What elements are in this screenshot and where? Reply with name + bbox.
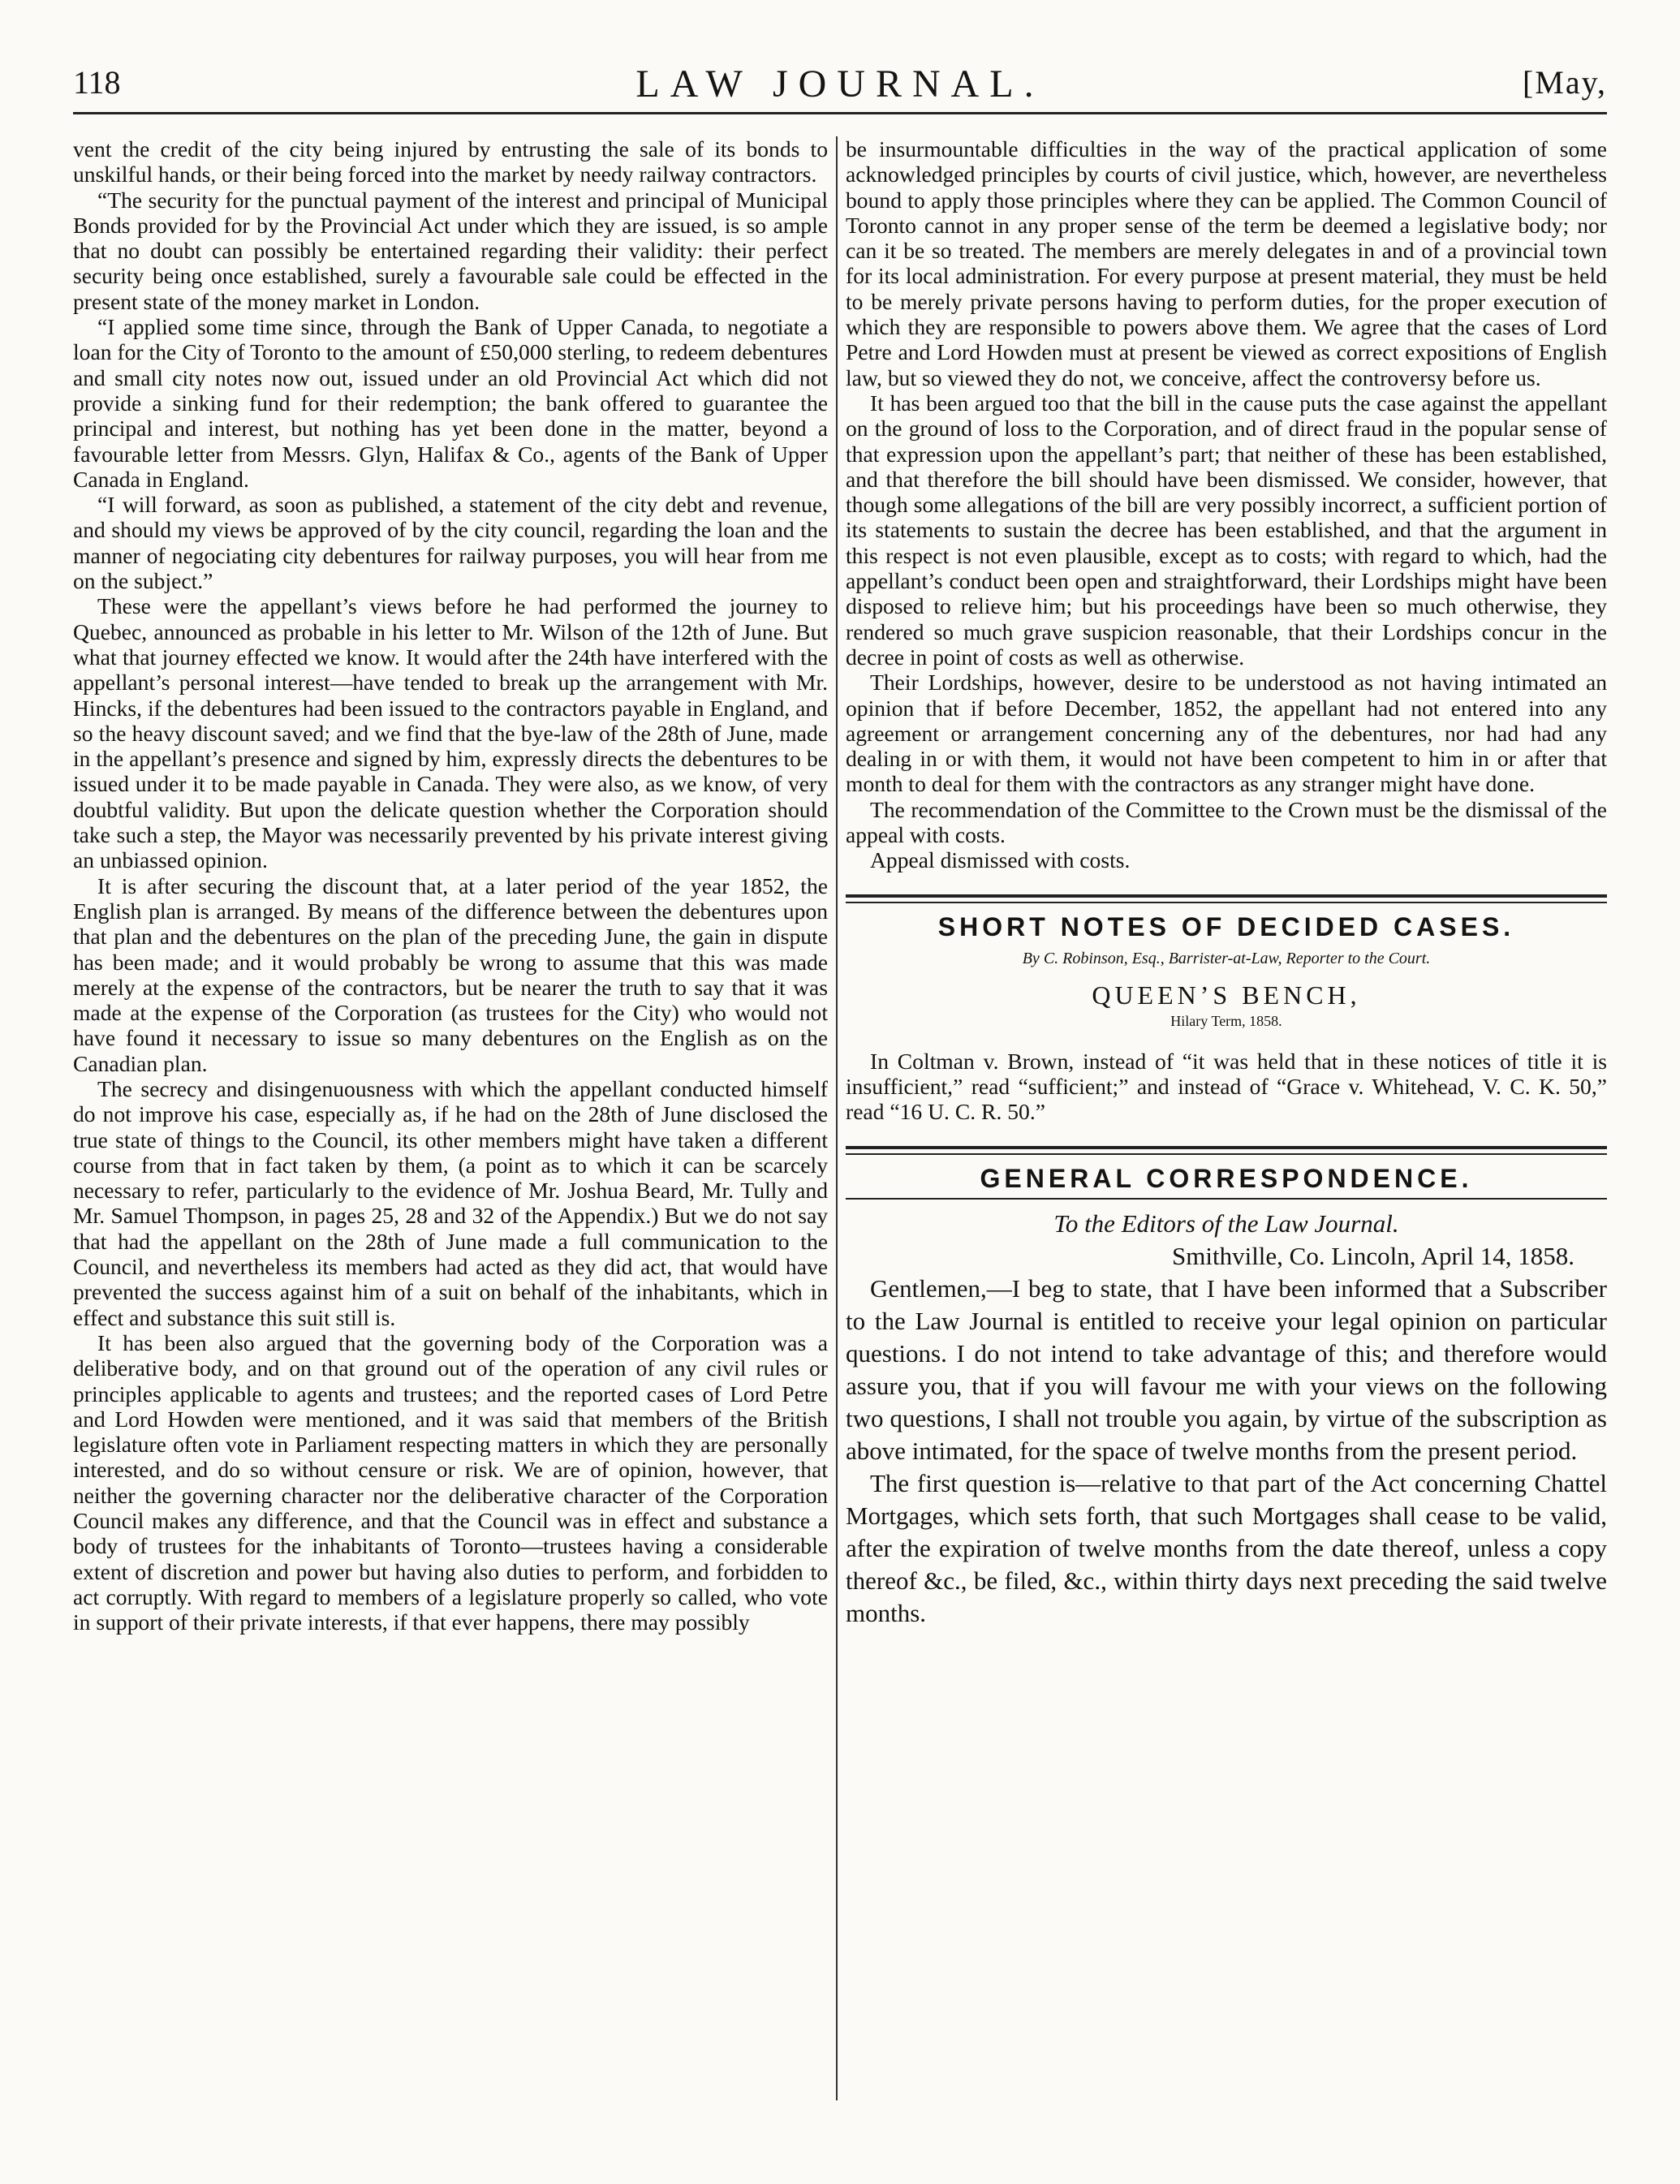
paragraph: Appeal dismissed with costs. — [870, 847, 1131, 873]
paragraph: It is after securing the discount that, at a later period of the year 1852, the English plan is arranged. By means of the difference between the debentures upon that plan and the debentures on the plan of the preceding June, the gain in dispute has been made; and it would probably be wrong to assume that this was made merely at the expense of the contractors, but be nearer the truth to say that it was made at the expense of the Corporation (as trustees for the City) who would not have found it necessary to issue so many debentures on the English as on the Canadian plan. — [73, 872, 828, 1076]
section-rule — [846, 1146, 1607, 1155]
section-rule — [846, 894, 1607, 903]
letter-address: To the Editors of the Law Journal. — [1053, 1208, 1399, 1238]
paragraph: It has been argued too that the bill in the cause puts the case against the appellant on the ground of loss to the Corporation, and of direct fraud in the popular sense of that expression upon the appellant’s part; that neither of these has been established, and that therefore the bill should have been dismissed. We consider, however, that though some allegations of the bill are very possibly incorrect, a sufficient portion of its statements to sustain the decree has been established, and that the argument in this respect is not even plausible, except as to costs; with regard to which, had the appellant’s conduct been open and straightforward, their Lordships might have been disposed to relieve him; but his proceedings have been so much otherwise, they rendered so much grave suspicion reasonable, that their Lordships concur in the decree in point of costs as well as otherwise. — [846, 390, 1607, 670]
right-column — [846, 136, 1607, 1630]
letter-paragraph: Gentlemen,—I beg to state, that I have been informed that a Subscriber to the Law Journal is entitled to receive your legal opinion on particular questions. I do not intend to take advantage of this; and therefore would assure you, that if you will favour me with your views on the following two questions, I shall not trouble you again, by virtue of the subscription as above intimated, for the space of twelve months from the present period. — [846, 1273, 1607, 1465]
page-number: 118 — [73, 64, 121, 101]
column-divider — [836, 136, 838, 2100]
court-term: Hilary Term, 1858. — [1170, 1012, 1282, 1029]
case-note: In Coltman v. Brown, instead of “it was held that in these notices of title it is insufficient,” read “sufficient;” and instead of “Grace v. Whitehead, V. C. K. 50,” read “16 U. C. R. 50.” — [846, 1048, 1607, 1125]
paragraph: be insurmountable difficulties in the way of the practical application of some acknowledged principles by courts of civil justice, which, however, are nevertheless bound to apply those principles where they can be applied. The Common Council of Toronto cannot in any proper sense of the term be deemed a legislative body; nor can it be so treated. The members are merely delegates in and of a provincial town for its local administration. For every purpose at present material, they must be held to be merely private persons having to perform duties, for the proper execution of which they are responsible to powers above them. We agree that the cases of Lord Petre and Lord Howden must at present be viewed as correct expositions of English law, but so viewed they do not, we conceive, affect the controversy before us. — [846, 136, 1607, 390]
page-header — [73, 63, 1607, 114]
court-name: QUEEN’S BENCH, — [1092, 980, 1361, 1010]
paragraph: “I will forward, as soon as published, a statement of the city debt and revenue, and should my views be approved of by the city council, regarding the loan and the manner of negociating city debentures for railway purposes, you will hear from me on the subject.” — [73, 492, 828, 594]
letter-place-date: Smithville, Co. Lincoln, April 14, 1858. — [1172, 1241, 1574, 1270]
paragraph: These were the appellant’s views before he had performed the journey to Quebec, announced as probable in his letter to Mr. Wilson of the 12th of June. But what that journey effected we know. It would after the 24th have interfered with the appellant’s personal interest—have tended to break up the arrangement with Mr. Hincks, if the debentures had been issued to the contractors payable in England, and so the heavy discount saved; and we find that the bye-law of the 28th of June, made in the appellant’s presence and signed by him, expressly directs the debentures to be issued under it to be made payable in Canada. They were also, as we know, of very doubtful validity. But upon the delicate question whether the Corporation should take such a step, the Mayor was necessarily prevented by his private interest giving an unbiassed opinion. — [73, 593, 828, 873]
paragraph: vent the credit of the city being injured by entrusting the sale of its bonds to unskilful hands, or their being forced into the market by needy railway contractors. — [73, 136, 828, 187]
paragraph: It has been also argued that the governing body of the Corporation was a deliberative body, and on that ground out of the operation of any civil rules or principles applicable to agents and trustees; and the reported cases of Lord Petre and Lord Howden were mentioned, and it was said that members of the British legislature often vote in Parliament respecting matters in which they are personally interested, and do so without censure or risk. We are of opinion, however, that neither the governing character nor the deliberative character of the Corporation Council makes any difference, and that the Council was in effect and substance a body of trustees for the inhabitants of Toronto—trustees having a considerable extent of discretion and power but having also duties to perform, and forbidden to act corruptly. With regard to members of a legislature properly so called, who vote in support of their private interests, if that ever happens, there may possibly — [73, 1329, 828, 1635]
correspondence-letter — [846, 1208, 1607, 1630]
short-notes-heading: SHORT NOTES OF DECIDED CASES. — [937, 911, 1515, 941]
issue-month: [May, — [1522, 64, 1607, 101]
paragraph: “The security for the punctual payment of the interest and principal of Municipal Bonds provided for by the Provincial Act under which they are issued, is so ample that no doubt can possibly be entertained regarding their validity: their perfect security being once established, surely a favourable sale could be effected in the present state of the money market in London. — [73, 187, 828, 314]
journal-title: LAW JOURNAL. — [635, 62, 1045, 106]
paragraph: The secrecy and disingenuousness with which the appellant conducted himself do not improve his case, especially as, if he had on the 28th of June disclosed the true state of things to the Council, its other members might have taken a different course from that in fact taken by them, (a point as to which it can be scarcely necessary to refer, particularly to the evidence of Mr. Joshua Beard, Mr. Tully and Mr. Samuel Thompson, in pages 25, 28 and 32 of the Appendix.) But we do not say that had the appellant on the 28th of June made a full communication to the Council, and nevertheless its members had acted as they did act, that would have prevented the success against him of a suit on behalf of the inhabitants, which in effect and substance this suit still is. — [73, 1075, 828, 1330]
paragraph: The recommendation of the Committee to the Crown must be the dismissal of the appeal with costs. — [846, 796, 1607, 848]
reporter-byline: By C. Robinson, Esq., Barrister-at-Law, Reporter to the Court. — [1022, 949, 1431, 967]
paragraph: Their Lordships, however, desire to be understood as not having intimated an opinion that if before December, 1852, the appellant had not entered into any agreement or arrangement concerning any of the debentures, nor had had any dealing in or with them, it would not have been competent to him in or after that month to deal for them with the contractors as any stranger might have done. — [846, 670, 1607, 797]
correspondence-heading: GENERAL CORRESPONDENCE. — [980, 1163, 1473, 1193]
letter-paragraph: The first question is—relative to that part of the Act concerning Chattel Mortgages, which sets forth, that such Mortgages shall cease to be valid, after the expiration of twelve months from the date thereof, unless a copy thereof &c., be filed, &c., within thirty days next preceding the said twelve months. — [846, 1468, 1607, 1627]
paragraph: “I applied some time since, through the Bank of Upper Canada, to negotiate a loan for the City of Toronto to the amount of £50,000 sterling, to redeem debentures and small city notes now out, issued under an old Provincial Act which did not provide a sinking fund for their redemption; the bank offered to guarantee the principal and interest, but nothing has yet been done in the matter, beyond a favourable letter from Messrs. Glyn, Halifax & Co., agents of the Bank of Upper Canada in England. — [73, 314, 828, 492]
left-column — [73, 136, 828, 1635]
heading-underline — [846, 1198, 1607, 1200]
